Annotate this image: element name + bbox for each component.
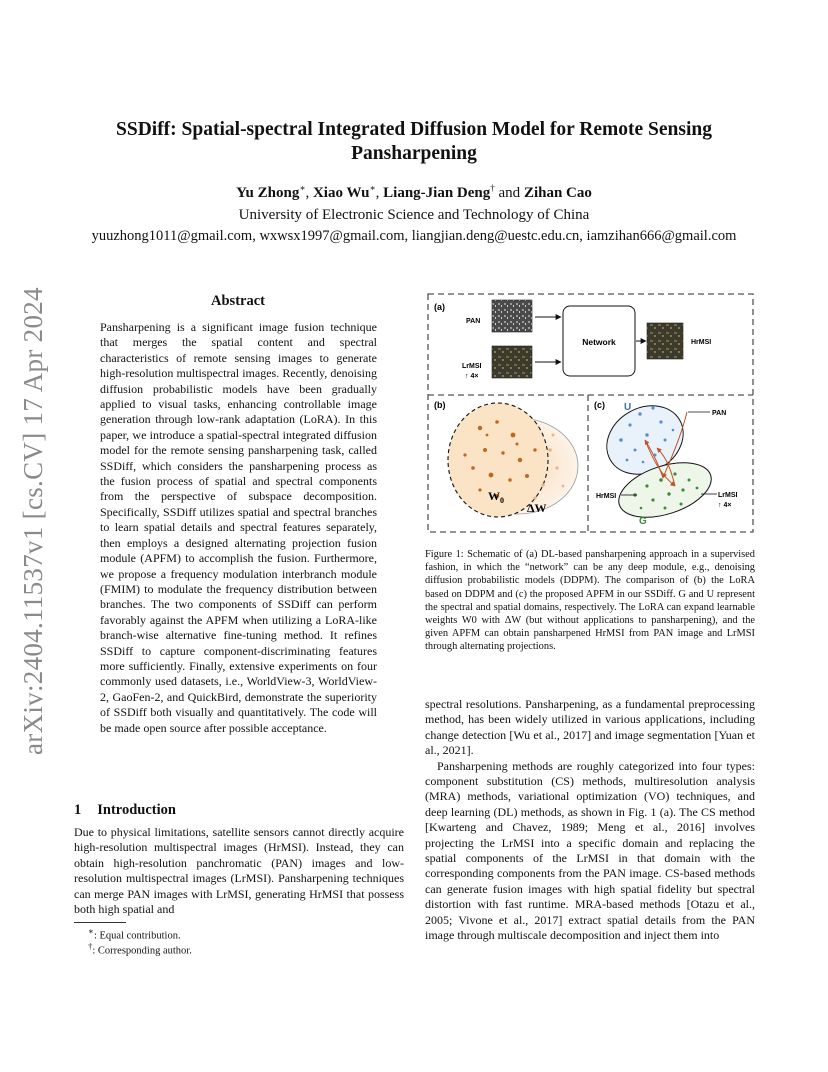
footnote-rule <box>74 922 126 923</box>
paper-title: SSDiff: Spatial-spectral Integrated Diffusion Model for Remote Sensing Pansharpening <box>116 119 712 164</box>
intro-right-column <box>425 697 755 944</box>
pan-c-label: PAN <box>712 410 727 417</box>
panel-b-label: (b) <box>434 400 446 410</box>
pan-label: PAN <box>466 318 481 325</box>
author-emails: yuuzhong1011@gmail.com, wxwsx1997@gmail.com, liangjian.deng@uestc.edu.cn, iamzihan666@gmail.com <box>91 228 737 244</box>
footnote-text: : Equal contribution. <box>93 930 181 942</box>
lrmsi-c-label: LrMSI <box>718 492 738 499</box>
section-title: Introduction <box>97 802 176 818</box>
footnote <box>88 941 192 957</box>
intro-paragraph: Pansharpening methods are roughly categorized into four types: component substitution (CS) methods, multiresolution analysis (MRA) methods, variational optimization (VO) techniques, and deep learning (DL) methods, as shown in Fig. 1 (a). The CS method [Kwarteng and Chavez, 1989; Meng et al., 2016] involves projecting the LrMSI into a specific domain and replacing the spatial components of the LrMSI in that domain with the corresponding components from the PAN image. CS-based methods can generate fusion images with high spatial fidelity but spectral distortion with fast runtime. MRA-based methods [Otazu et al., 2005; Vivone et al., 2017] extract spatial details from the PAN image through multiscale decomposition and inject them into <box>425 758 755 943</box>
author-mark: ∗ <box>369 183 376 193</box>
author-and: and <box>498 185 521 201</box>
lrmsi-label: LrMSI <box>462 363 482 370</box>
figure-1-svg <box>425 290 756 538</box>
author-mark: † <box>490 183 495 193</box>
pan-image <box>492 300 532 332</box>
hrmsi-image <box>647 323 683 359</box>
lrmsi-image <box>492 346 532 378</box>
abstract-text: Pansharpening is a significant image fusion technique that merges the spatial content and spectral characteristics of remote sensing images to generate high-resolution multispectral images. Recently, denoising diffusion probabilistic models have been gradually applied to visual tasks, enhancing controllable image generation through low-rank adaptation (LoRA). In this paper, we introduce a spatial-spectral integrated diffusion model for the remote sensing pansharpening task, called SSDiff, which considers the pansharpening process as the fusion process of spatial and spectral components from the perspective of subspace decomposition. Specifically, SSDiff utilizes spatial and spectral branches to learn spatial details and spectral features separately, then employs a designed alternating projection fusion module (APFM) to accomplish the fusion. Furthermore, we propose a frequency modulation interbranch module (FMIM) to modulate the frequency distribution between branches. The two components of SSDiff can perform favorably against the APFM when utilizing a LoRA-like branch-wise alternative fine-tuning method. It refines SSDiff to capture component-discriminating features more sufficiently. Finally, extensive experiments on four commonly used datasets, i.e., WorldView-3, WorldView-2, GaoFen-2, and QuickBird, demonstrate the superiority of SSDiff both visually and quantitatively. The code will be made open source after possible acceptance. <box>100 320 377 735</box>
intro-paragraph: spectral resolutions. Pansharpening, as a fundamental preprocessing method, has been widely utilized in various applications, including change detection [Wu et al., 2017] and image segmentation [Yuan et al., 2021]. <box>425 697 755 758</box>
intro-paragraph: Due to physical limitations, satellite sensors cannot directly acquire high-resolution multispectral images (HrMSI). Instead, they can obtain high-resolution panchromatic (PAN) images and low-resolution multispectral images (LrMSI). Pansharpening techniques can merge PAN images with LrMSI, generating HrMSI that possess both high spatial and <box>74 825 404 917</box>
author-mark: ∗ <box>299 183 306 193</box>
g-label: G <box>639 516 647 527</box>
upsample-label: ↑ 4× <box>465 373 479 380</box>
footnote-mark: † <box>88 941 93 951</box>
footnote-text: : Corresponding author. <box>92 945 192 957</box>
panel-a-label: (a) <box>434 302 445 312</box>
arxiv-stamp: arXiv:2404.11537v1 [cs.CV] 17 Apr 2024 <box>18 287 48 755</box>
author-name: Zihan Cao <box>523 185 592 201</box>
network-label: Network <box>582 337 616 347</box>
figure-1 <box>425 290 756 538</box>
abstract-heading: Abstract <box>211 293 265 309</box>
author-list: Yu Zhong∗, Xiao Wu∗, Liang-Jian Deng† and Zihan Cao <box>236 183 592 201</box>
author-name: Liang-Jian Deng <box>383 185 491 201</box>
author-name: Xiao Wu <box>312 185 370 201</box>
panel-c-label: (c) <box>594 400 605 410</box>
hrmsi-label: HrMSI <box>691 339 712 346</box>
hrmsi-c-label: HrMSI <box>596 493 617 500</box>
u-label: U <box>624 402 632 413</box>
section-heading <box>74 802 176 819</box>
delta-w-symbol: ΔW <box>527 501 547 515</box>
upsample-c-label: ↑ 4× <box>718 502 732 509</box>
w0-symbol: $W_0$ <box>488 489 504 505</box>
author-name: Yu Zhong <box>236 185 300 201</box>
section-number: 1 <box>74 802 82 818</box>
affiliation: University of Electronic Science and Technology of China <box>238 207 590 223</box>
figure-caption: Figure 1: Schematic of (a) DL-based pansharpening approach in a supervised fashion, in which the “network” can be any deep module, e.g., denoising diffusion probabilistic models (DDPM). The comparison of (b) the LoRA based on DDPM and (c) the proposed APFM in our SSDiff. G and U represent the spectral and spatial domains, respectively. The LoRA can expand learnable weights W0 with ΔW (but without applications to pansharpening), and the given APFM can obtain pansharpened HrMSI from PAN image and LrMSI through alternating projections. <box>425 549 755 653</box>
footnote <box>88 926 181 942</box>
footnote-mark: ∗ <box>88 926 94 936</box>
